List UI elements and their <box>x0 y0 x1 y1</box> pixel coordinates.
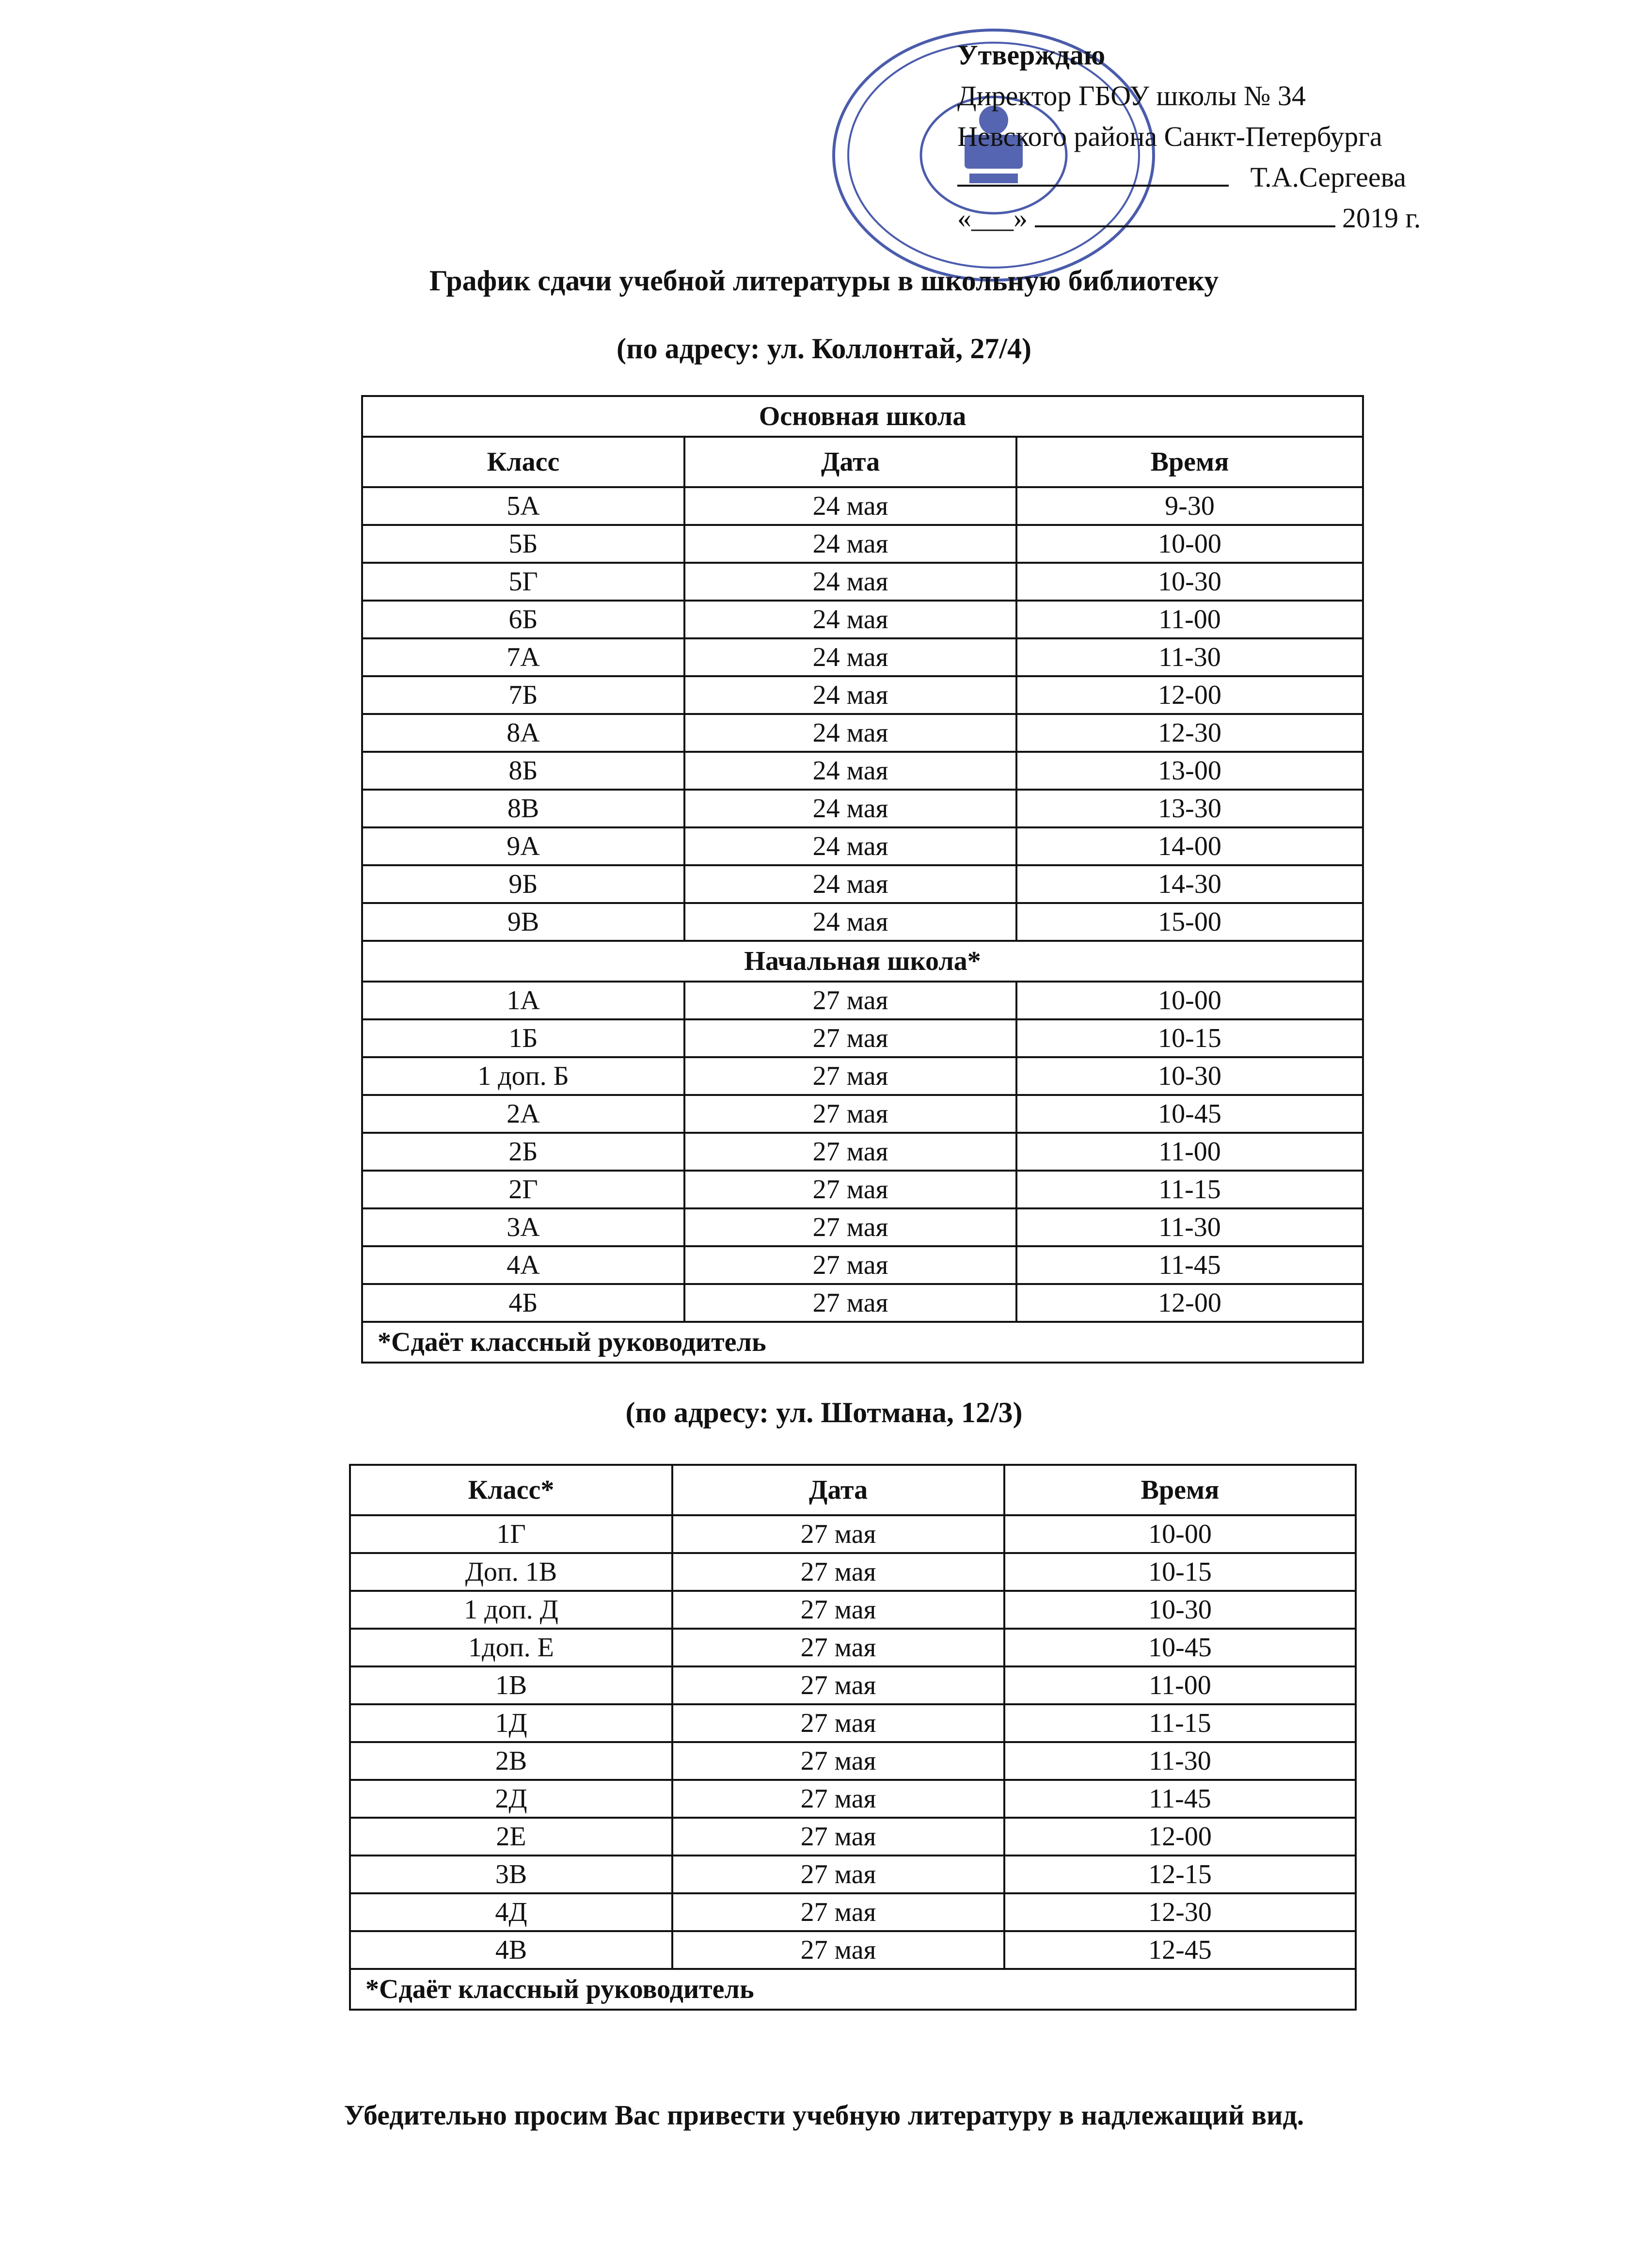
table-row <box>350 1893 1356 1931</box>
class-cell: 8А <box>362 714 684 752</box>
table-row <box>362 1208 1363 1246</box>
class-cell: 2Д <box>350 1780 672 1818</box>
date-cell: 24 мая <box>684 563 1016 601</box>
class-cell: Доп. 1В <box>350 1553 672 1591</box>
class-cell: 2А <box>362 1095 684 1133</box>
date-cell: 27 мая <box>684 1208 1016 1246</box>
approval-title: Утверждаю <box>957 39 1106 71</box>
table-row <box>350 1856 1356 1893</box>
time-cell: 11-00 <box>1016 1133 1363 1171</box>
header-date: Дата <box>672 1465 1004 1515</box>
date-cell: 27 мая <box>672 1629 1004 1666</box>
class-cell: 9А <box>362 827 684 865</box>
class-cell: 3А <box>362 1208 684 1246</box>
table-row <box>362 638 1363 676</box>
table-row <box>350 1553 1356 1591</box>
time-cell: 15-00 <box>1016 903 1363 941</box>
table-row <box>362 827 1363 865</box>
approval-date-suffix: 2019 г. <box>1342 202 1421 234</box>
class-cell: 1Б <box>362 1019 684 1057</box>
date-cell: 27 мая <box>672 1553 1004 1591</box>
class-cell: 1В <box>350 1666 672 1704</box>
time-cell: 12-30 <box>1016 714 1363 752</box>
approval-signature-line <box>957 157 1421 198</box>
time-cell: 14-30 <box>1016 865 1363 903</box>
section-primary-school: Начальная школа* <box>362 941 1363 982</box>
table-row <box>362 865 1363 903</box>
time-cell: 14-00 <box>1016 827 1363 865</box>
table-row <box>362 982 1363 1019</box>
date-cell: 27 мая <box>684 1057 1016 1095</box>
approval-district-line: Невского района Санкт-Петербурга <box>957 121 1382 152</box>
date-cell: 27 мая <box>684 1019 1016 1057</box>
class-cell: 2В <box>350 1742 672 1780</box>
table-row <box>362 487 1363 525</box>
date-cell: 24 мая <box>684 638 1016 676</box>
date-cell: 27 мая <box>684 1246 1016 1284</box>
class-cell: 2Г <box>362 1171 684 1208</box>
date-cell: 27 мая <box>672 1742 1004 1780</box>
table-row <box>362 601 1363 638</box>
header-date: Дата <box>684 437 1016 487</box>
date-cell: 24 мая <box>684 487 1016 525</box>
date-cell: 24 мая <box>684 714 1016 752</box>
table-row <box>362 790 1363 827</box>
class-cell: 1Г <box>350 1515 672 1553</box>
header-class: Класс* <box>350 1465 672 1515</box>
time-cell: 12-30 <box>1004 1893 1356 1931</box>
document-title: График сдачи учебной литературы в школьную библиотеку <box>429 265 1219 297</box>
class-cell: 4В <box>350 1931 672 1969</box>
section-main-school: Основная школа <box>362 396 1363 437</box>
class-cell: 9Б <box>362 865 684 903</box>
date-cell: 24 мая <box>684 790 1016 827</box>
table-row <box>350 1591 1356 1629</box>
address-shotmana: (по адресу: ул. Шотмана, 12/3) <box>625 1396 1023 1428</box>
date-cell: 27 мая <box>684 1284 1016 1322</box>
table-row <box>362 903 1363 941</box>
class-cell: 4Д <box>350 1893 672 1931</box>
date-cell: 27 мая <box>672 1591 1004 1629</box>
class-cell: 4А <box>362 1246 684 1284</box>
date-cell: 27 мая <box>684 1095 1016 1133</box>
time-cell: 10-15 <box>1016 1019 1363 1057</box>
class-cell: 1 доп. Б <box>362 1057 684 1095</box>
table-row <box>362 525 1363 563</box>
class-cell: 8Б <box>362 752 684 790</box>
time-cell: 13-30 <box>1016 790 1363 827</box>
time-cell: 10-30 <box>1016 1057 1363 1095</box>
table-row <box>362 563 1363 601</box>
header-class: Класс <box>362 437 684 487</box>
table-row <box>350 1931 1356 1969</box>
class-cell: 6Б <box>362 601 684 638</box>
date-cell: 27 мая <box>684 1133 1016 1171</box>
table-row <box>350 1629 1356 1666</box>
time-cell: 11-00 <box>1016 601 1363 638</box>
class-cell: 2Е <box>350 1818 672 1856</box>
time-cell: 10-45 <box>1016 1095 1363 1133</box>
date-cell: 27 мая <box>672 1780 1004 1818</box>
date-cell: 27 мая <box>672 1856 1004 1893</box>
table1-footnote: *Сдаёт классный руководитель <box>362 1322 1363 1363</box>
table-row <box>350 1704 1356 1742</box>
class-cell: 7А <box>362 638 684 676</box>
time-cell: 10-00 <box>1016 982 1363 1019</box>
schedule-table-kollontai <box>361 395 1364 1364</box>
table2-footnote: *Сдаёт классный руководитель <box>350 1969 1356 2010</box>
class-cell: 3В <box>350 1856 672 1893</box>
table-row <box>350 1742 1356 1780</box>
date-cell: 24 мая <box>684 601 1016 638</box>
table-row <box>362 752 1363 790</box>
table-row <box>362 1057 1363 1095</box>
date-cell: 27 мая <box>672 1818 1004 1856</box>
table-row <box>362 714 1363 752</box>
time-cell: 12-00 <box>1004 1818 1356 1856</box>
header-time: Время <box>1004 1465 1356 1515</box>
time-cell: 10-00 <box>1004 1515 1356 1553</box>
time-cell: 11-15 <box>1016 1171 1363 1208</box>
class-cell: 1Д <box>350 1704 672 1742</box>
time-cell: 13-00 <box>1016 752 1363 790</box>
header-time: Время <box>1016 437 1363 487</box>
date-cell: 24 мая <box>684 525 1016 563</box>
approval-block <box>957 35 1421 238</box>
time-cell: 10-30 <box>1016 563 1363 601</box>
table-row <box>362 1246 1363 1284</box>
time-cell: 11-30 <box>1004 1742 1356 1780</box>
schedule-table-shotmana <box>349 1464 1357 2011</box>
table-row <box>362 1284 1363 1322</box>
signature-blank <box>957 158 1229 187</box>
date-cell: 27 мая <box>672 1893 1004 1931</box>
table-row <box>350 1666 1356 1704</box>
date-cell: 24 мая <box>684 827 1016 865</box>
date-cell: 24 мая <box>684 752 1016 790</box>
class-cell: 9В <box>362 903 684 941</box>
approval-director-line: Директор ГБОУ школы № 34 <box>957 80 1306 111</box>
class-cell: 2Б <box>362 1133 684 1171</box>
date-cell: 27 мая <box>672 1704 1004 1742</box>
time-cell: 10-45 <box>1004 1629 1356 1666</box>
date-cell: 27 мая <box>684 1171 1016 1208</box>
date-cell: 27 мая <box>672 1666 1004 1704</box>
class-cell: 7Б <box>362 676 684 714</box>
date-cell: 24 мая <box>684 903 1016 941</box>
time-cell: 10-30 <box>1004 1591 1356 1629</box>
time-cell: 12-45 <box>1004 1931 1356 1969</box>
table-row <box>350 1780 1356 1818</box>
date-cell: 27 мая <box>672 1515 1004 1553</box>
date-blank <box>1035 198 1335 227</box>
class-cell: 5Б <box>362 525 684 563</box>
time-cell: 10-15 <box>1004 1553 1356 1591</box>
bottom-note: Убедительно просим Вас привести учебную литературу в надлежащий вид. <box>344 2099 1304 2131</box>
time-cell: 12-15 <box>1004 1856 1356 1893</box>
address-kollontai: (по адресу: ул. Коллонтай, 27/4) <box>617 333 1031 365</box>
table-row <box>362 1019 1363 1057</box>
date-cell: 27 мая <box>684 982 1016 1019</box>
time-cell: 11-15 <box>1004 1704 1356 1742</box>
class-cell: 5Г <box>362 563 684 601</box>
time-cell: 11-00 <box>1004 1666 1356 1704</box>
approval-date-prefix: «___» <box>957 202 1028 234</box>
class-cell: 1доп. Е <box>350 1629 672 1666</box>
time-cell: 11-30 <box>1016 1208 1363 1246</box>
approval-date-line <box>957 198 1421 238</box>
approval-signer: Т.А.Сергеева <box>1250 161 1407 193</box>
time-cell: 11-30 <box>1016 638 1363 676</box>
time-cell: 11-45 <box>1016 1246 1363 1284</box>
class-cell: 1 доп. Д <box>350 1591 672 1629</box>
table-row <box>362 1133 1363 1171</box>
time-cell: 12-00 <box>1016 1284 1363 1322</box>
time-cell: 11-45 <box>1004 1780 1356 1818</box>
date-cell: 27 мая <box>672 1931 1004 1969</box>
class-cell: 5А <box>362 487 684 525</box>
time-cell: 12-00 <box>1016 676 1363 714</box>
table-row <box>350 1818 1356 1856</box>
table-row <box>362 1171 1363 1208</box>
class-cell: 4Б <box>362 1284 684 1322</box>
table-row <box>362 676 1363 714</box>
time-cell: 9-30 <box>1016 487 1363 525</box>
time-cell: 10-00 <box>1016 525 1363 563</box>
table-row <box>362 1095 1363 1133</box>
table-row <box>350 1515 1356 1553</box>
class-cell: 8В <box>362 790 684 827</box>
class-cell: 1А <box>362 982 684 1019</box>
date-cell: 24 мая <box>684 865 1016 903</box>
date-cell: 24 мая <box>684 676 1016 714</box>
